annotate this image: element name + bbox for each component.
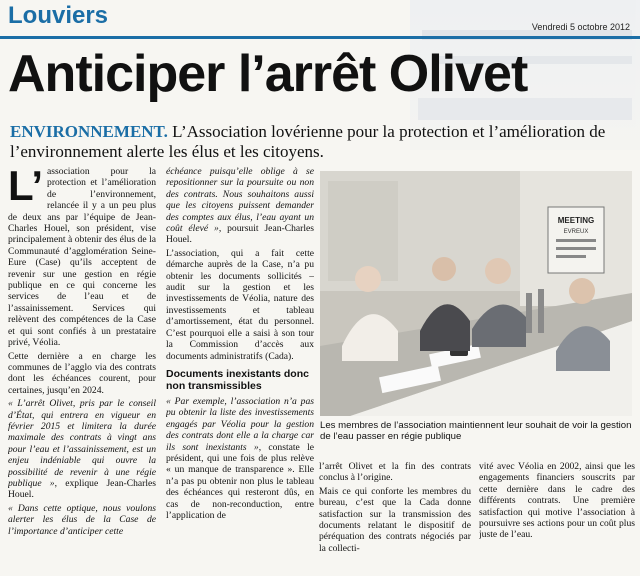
- poster-title: MEETING: [557, 216, 595, 225]
- article-column-2: [166, 166, 314, 576]
- paragraph-text: , poursuit Jean-Charles Houel.: [166, 223, 314, 246]
- article-column-4: [479, 461, 635, 576]
- quote-text: échéance puisqu’elle oblige à se repositionner sur la poursuite ou non des contrats. Nous souhaitons aussi que les citoyens puissent demander des comptes aux élus, l’eau ayant un coût élevé »: [166, 166, 314, 235]
- paragraph-text: , constate le président, qui une fois de plus relève « un manque de transparence ». Elle n’a pas pu obtenir non plus le tableau des échéances qui resteront dûs, en cas de non-reconduction, entre l’application de: [166, 441, 314, 521]
- paragraph: [166, 396, 314, 521]
- article-headline: Anticiper l’arrêt Olivet: [8, 45, 528, 103]
- subheading: Documents inexistants donc non transmissibles: [166, 367, 309, 392]
- article-lead: [10, 122, 630, 162]
- paragraph: [8, 166, 156, 349]
- lead-kicker: ENVIRONNEMENT.: [10, 122, 168, 141]
- paragraph: l’arrêt Olivet et la fin des contrats conclus à l’origine.: [319, 461, 471, 484]
- paragraph-text: , explique Jean-Charles Houel.: [8, 477, 156, 501]
- paragraph: [8, 398, 156, 501]
- lead-text: L’Association lovérienne pour la protection et l’amélioration de l’environnement alerte les élus et les citoyens.: [10, 122, 606, 161]
- paragraph: vité avec Véolia en 2002, ainsi que les engagements financiers souscrits par cette dernière dans le cadre des différents contrats. Une première satisfaction qui motive l’association à poursuivre ses actions pour un coût plus juste de l’eau.: [479, 461, 635, 541]
- article-photo: [320, 171, 632, 416]
- photo-caption: Les membres de l’association maintiennent leur souhait de voir la gestion de l’eau passer en régie publique: [320, 420, 632, 442]
- paragraph-text: association pour la protection et l’amélioration de l’environnement, relancée il y a un peu plus de deux ans par l’équipe de Jean-Charles Houel, son président, vise principalement à obtenir des élus de la Communauté d’agglomération Seine-Eure (Case) qu’ils acceptent de revenir sur une gestion en régie publique en ce qui concerne les services de l’eau et de l’assainissement. Services qui relèvent des compétences de la Case et qui sont confiés à un prestataire privé, Véolia.: [8, 166, 156, 349]
- poster-subtitle: EVREUX: [563, 229, 589, 235]
- issue-date: Vendredi 5 octobre 2012: [531, 22, 630, 32]
- paragraph: [166, 166, 314, 246]
- article-column-1: [8, 166, 156, 576]
- section-title: Louviers: [8, 2, 109, 29]
- quote-text: « L’arrêt Olivet, pris par le conseil d’État, qui entrera en vigueur en février 2015 et limitera la durée maximale des contrats à vingt ans pour l’eau et l’assainissement, est un enjeu indéniable qui ouvre la possibilité de revenir à une régie publique »: [8, 398, 156, 489]
- meeting-photo: [320, 171, 632, 416]
- quote-text: « Par exemple, l’association n’a pas pu obtenir la liste des investissements engagés par Véolia pour la gestion des contrats dont elle a la charge car ils sont inexistants »: [166, 395, 314, 453]
- article-column-3: [319, 461, 471, 576]
- drop-cap: L’: [8, 166, 44, 209]
- paragraph: L’association, qui a fait cette démarche auprès de la Case, n’a pu obtenir les documents sollicités – audit sur la gestion et les investissements de Véolia, nature des investissements et tableau d’amortissement, état du personnel. C’est pourquoi elle a saisi à son tour la Commission d’accès aux documents administratifs (Cada).: [166, 247, 314, 362]
- quote-text: « Dans cette optique, nous voulons alerter les élus de la Case de l’importance d’anticiper cette: [8, 502, 156, 537]
- paragraph: Cette dernière a en charge les communes de l’agglo via des contrats dont les échéances courent, pour certaines, jusqu’en 2024.: [8, 350, 156, 396]
- section-rule: [0, 36, 640, 39]
- paragraph: Mais ce qui conforte les membres du bureau, c’est que la Cada donne satisfaction sur la transmission des documents relatant le dispositif de péréquation des contrats négociés par la collecti-: [319, 485, 471, 554]
